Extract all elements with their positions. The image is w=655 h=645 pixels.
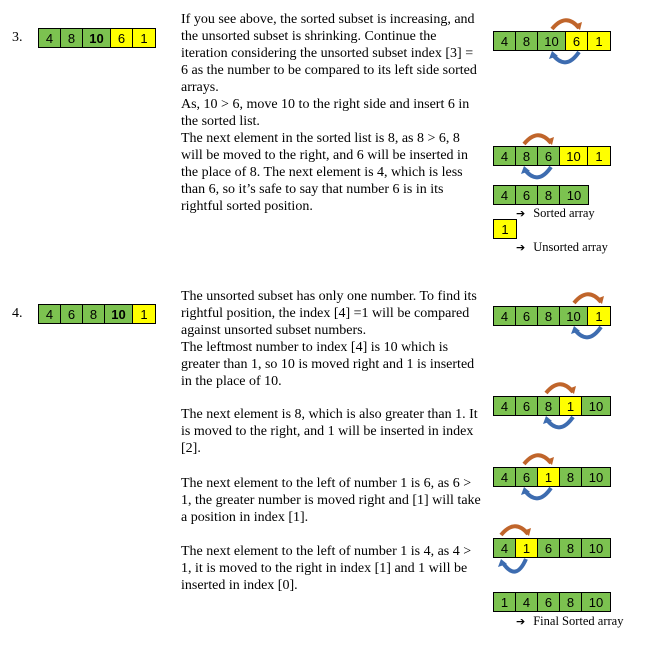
array-cell: 1	[494, 593, 516, 611]
array-cell: 10	[582, 397, 610, 415]
array-cell: 4	[39, 305, 61, 323]
array-cell: 1	[494, 220, 516, 238]
array-cell: 1	[560, 397, 582, 415]
step-4-paragraph-3: The next element is 8, which is also greater than 1. It is moved to the right, and 1 will be inserted in index [2].	[181, 407, 478, 456]
step-4-array	[38, 304, 156, 324]
sorted-array-label-text: Sorted array	[533, 206, 595, 220]
array-cell: 8	[538, 307, 560, 325]
array-cell: 10	[83, 29, 111, 47]
array-cell: 8	[538, 186, 560, 204]
array-cell: 4	[494, 468, 516, 486]
array-cell: 4	[494, 186, 516, 204]
array-cell: 10	[582, 593, 610, 611]
unsorted-array-label-text: Unsorted array	[533, 240, 608, 254]
step-3-sorted-array	[493, 185, 589, 205]
array-cell: 1	[588, 147, 610, 165]
step-4-paragraph-5: The next element to the left of number 1 is 4, as 4 > 1, it is moved to the right in index [1] and 1 will be inserted in index [0].	[181, 544, 472, 593]
step-4-diagram-1	[493, 306, 611, 326]
array-cell: 4	[494, 32, 516, 50]
swap-arrow-top-icon	[549, 16, 583, 30]
array-cell: 10	[560, 147, 588, 165]
swap-arrow-top-icon	[498, 522, 532, 536]
final-sorted-array-label	[516, 614, 623, 629]
array-cell: 6	[516, 397, 538, 415]
array-cell: 8	[538, 397, 560, 415]
array-cell: 4	[494, 307, 516, 325]
array-cell: 6	[566, 32, 588, 50]
swap-arrow-bottom-icon	[521, 166, 555, 182]
array-cell: 10	[560, 186, 588, 204]
array-cell: 8	[560, 593, 582, 611]
swap-arrow-top-icon	[521, 451, 555, 465]
right-arrow-icon: ➔	[516, 615, 526, 628]
step-3-paragraph-1: If you see above, the sorted subset is increasing, and the unsorted subset is shrinking. Continue the iteration considering the unsorted subset index [3] = 6 as the number to be compared to its left side sorted arrays.	[181, 12, 477, 95]
step-4-diagram-3	[493, 467, 611, 487]
step-3-diagram-2	[493, 146, 611, 166]
array-cell: 6	[61, 305, 83, 323]
swap-arrow-bottom-icon	[498, 558, 532, 578]
step-3-unsorted-array	[493, 219, 517, 239]
array-cell: 1	[133, 29, 155, 47]
array-cell: 1	[588, 32, 610, 50]
array-cell: 10	[560, 307, 588, 325]
swap-arrow-bottom-icon	[549, 51, 583, 67]
right-arrow-icon: ➔	[516, 207, 526, 220]
array-cell: 4	[516, 593, 538, 611]
step-4-explanation	[181, 288, 481, 390]
array-cell: 6	[516, 186, 538, 204]
array-cell: 10	[582, 468, 610, 486]
sorted-array-label	[516, 206, 595, 221]
array-cell: 4	[494, 397, 516, 415]
swap-arrow-bottom-icon	[571, 326, 605, 342]
array-cell: 4	[494, 539, 516, 557]
step-4-diagram-4	[493, 538, 611, 558]
array-cell: 4	[39, 29, 61, 47]
step-3-paragraph-2: As, 10 > 6, move 10 to the right side and insert 6 in the sorted list.	[181, 97, 470, 129]
unsorted-array-label	[516, 240, 608, 255]
final-sorted-array-label-text: Final Sorted array	[533, 614, 624, 628]
swap-arrow-bottom-icon	[521, 487, 555, 503]
step-4-paragraph-2: The leftmost number to index [4] is 10 which is greater than 1, so 10 is moved right and 1 is inserted in the place of 10.	[181, 340, 475, 389]
step-3-explanation	[181, 11, 481, 215]
swap-arrow-top-icon	[521, 131, 555, 145]
step-4-paragraph-4: The next element to the left of number 1 is 6, as 6 > 1, the greater number is moved right and [1] will take a position in index [1].	[181, 476, 481, 525]
array-cell: 6	[538, 147, 560, 165]
swap-arrow-top-icon	[543, 380, 577, 394]
step-3-array	[38, 28, 156, 48]
step-4-paragraph-1: The unsorted subset has only one number. To find its rightful position, the index [4] =1 will be compared against unsorted subset numbers.	[181, 289, 477, 338]
step-3-paragraph-3: The next element in the sorted list is 8, as 8 > 6, 8 will be moved to the right, and 6 will be inserted in the place of 8. The next element is 4, which is less than 6, so it’s safe to say that number 6 is in its rightful sorted position.	[181, 131, 468, 214]
array-cell: 6	[538, 593, 560, 611]
array-cell: 1	[133, 305, 155, 323]
array-cell: 8	[560, 468, 582, 486]
array-cell: 1	[588, 307, 610, 325]
array-cell: 4	[494, 147, 516, 165]
swap-arrow-top-icon	[571, 290, 605, 304]
right-arrow-icon: ➔	[516, 241, 526, 254]
array-cell: 6	[516, 468, 538, 486]
array-cell: 8	[516, 147, 538, 165]
array-cell: 10	[582, 539, 610, 557]
final-sorted-array	[493, 592, 611, 612]
swap-arrow-bottom-icon	[543, 416, 577, 432]
array-cell: 6	[111, 29, 133, 47]
array-cell: 1	[516, 539, 538, 557]
step-3-diagram-1	[493, 31, 611, 51]
array-cell: 10	[538, 32, 566, 50]
step-4-diagram-2	[493, 396, 611, 416]
step-4-number: 4.	[12, 306, 23, 321]
array-cell: 8	[560, 539, 582, 557]
array-cell: 10	[105, 305, 133, 323]
array-cell: 6	[538, 539, 560, 557]
array-cell: 8	[83, 305, 105, 323]
array-cell: 6	[516, 307, 538, 325]
array-cell: 8	[516, 32, 538, 50]
step-3-number: 3.	[12, 30, 23, 45]
array-cell: 8	[61, 29, 83, 47]
array-cell: 1	[538, 468, 560, 486]
